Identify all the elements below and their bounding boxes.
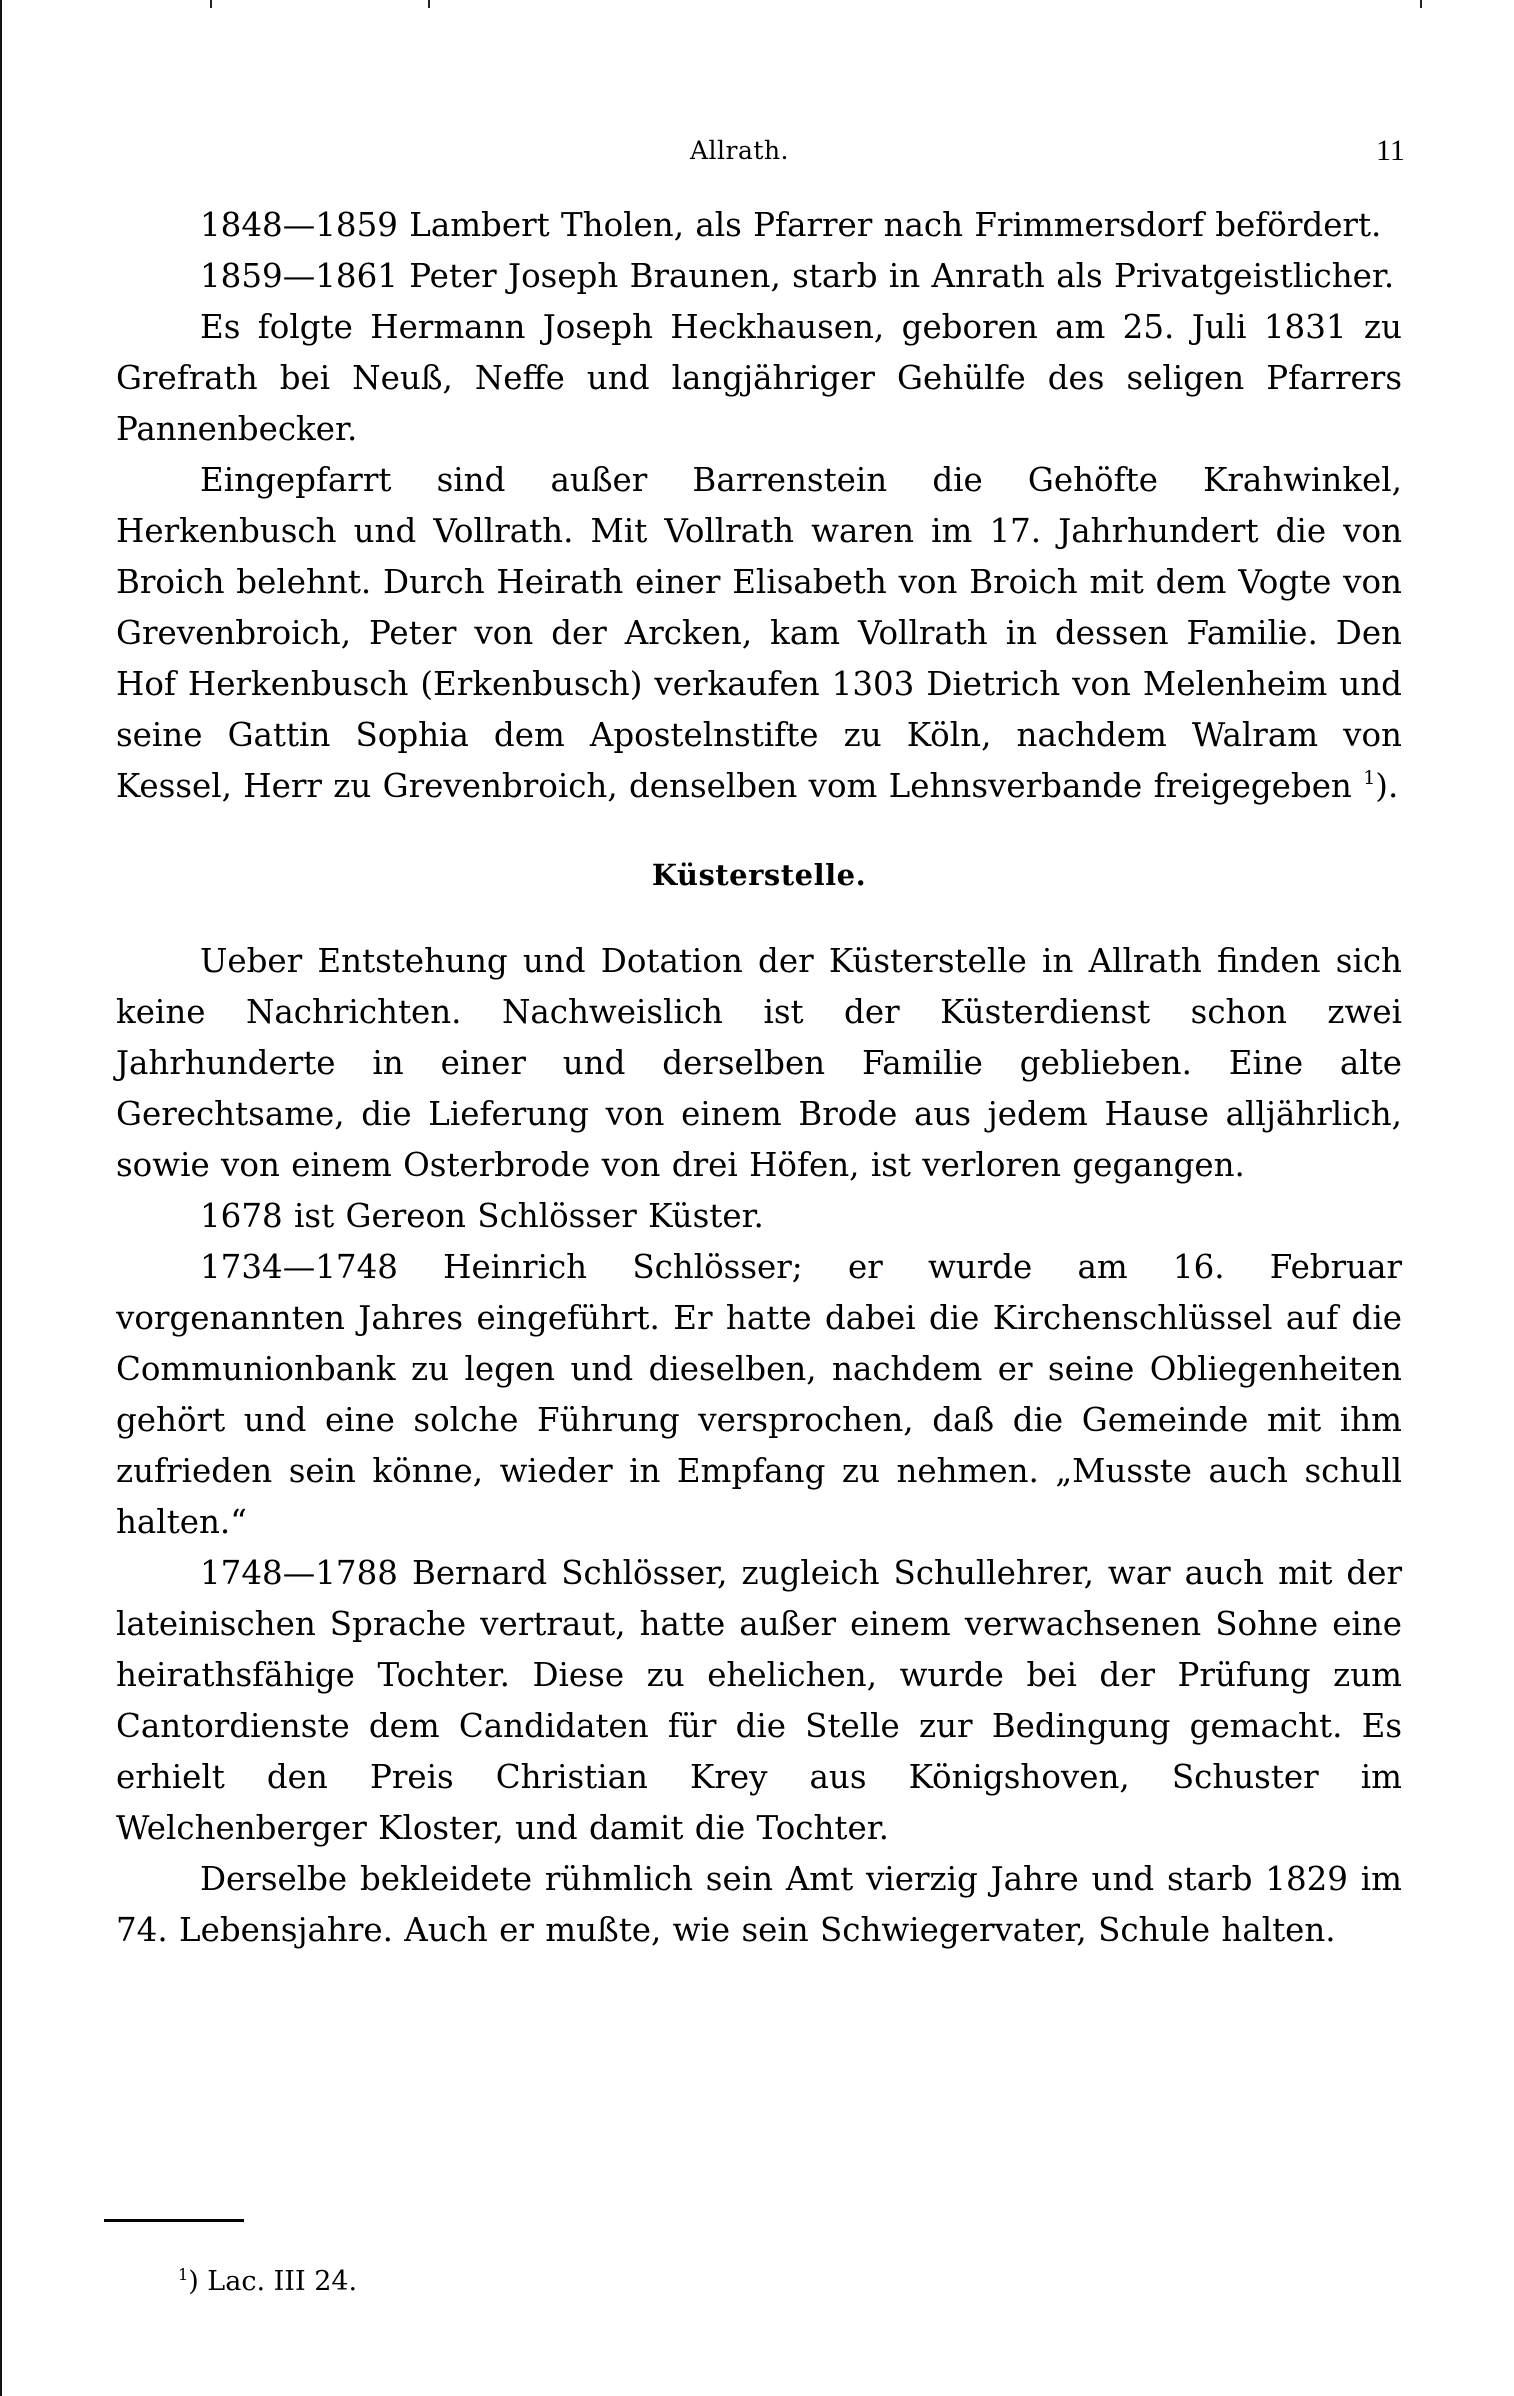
section-heading-kuesterstelle: Küsterstelle. xyxy=(651,858,867,892)
paragraph-heckhausen: Es folgte Hermann Joseph Heckhausen, geboren am 25. Juli 1831 zu Grefrath bei Neuß, Neffe und langjähriger Gehülfe des seligen Pfarrers Pannenbecker. xyxy=(116,308,1402,448)
paragraph-tholen: 1848—1859 Lambert Tholen, als Pfarrer nach Frimmersdorf befördert. xyxy=(200,206,1382,244)
paragraph-gereon: 1678 ist Gereon Schlösser Küster. xyxy=(200,1197,764,1235)
paragraph-derselbe: Derselbe bekleidete rühmlich sein Amt vierzig Jahre und starb 1829 im 74. Lebensjahre. Auch er mußte, wie sein Schwiegervater, Schule halten. xyxy=(116,1860,1402,1949)
scan-speck xyxy=(210,0,212,8)
scan-speck xyxy=(1420,0,1422,8)
paragraph-eingepfarrt-end: ). xyxy=(1375,767,1399,805)
paragraph-heinrich: 1734—1748 Heinrich Schlösser; er wurde am 16. Februar vorgenannten Jahres eingeführt. Er hatte dabei die Kirchenschlüssel auf die Communionbank zu legen und dieselben, nachdem er seine Obliegenheiten gehört und eine solche Führung versprochen, daß die Gemeinde mit ihm zufrieden sein könne, wieder in Empfang zu nehmen. „Musste auch schull halten.“ xyxy=(116,1248,1402,1541)
page-number: 11 xyxy=(1376,134,1405,167)
paragraph-braunen: 1859—1861 Peter Joseph Braunen, starb in Anrath als Privatgeistlicher. xyxy=(200,257,1395,295)
footnote-text: ) Lac. III 24. xyxy=(188,2266,358,2297)
page-body xyxy=(116,200,1402,1956)
paragraph-eingepfarrt xyxy=(116,455,1402,812)
paragraph-bernard: 1748—1788 Bernard Schlösser, zugleich Schullehrer, war auch mit der lateinischen Sprache vertraut, hatte außer einem verwachsenen Sohne eine heirathsfähige Tochter. Diese zu ehelichen, wurde bei der Prüfung zum Cantordienste dem Candidaten für die Stelle zur Bedingung gemacht. Es erhielt den Preis Christian Krey aus Königshoven, Schuster im Welchenberger Kloster, und damit die Tochter. xyxy=(116,1554,1402,1847)
paragraph-eingepfarrt-text: Eingepfarrt sind außer Barrenstein die Gehöfte Krahwinkel, Herkenbusch und Vollrath. Mit Vollrath waren im 17. Jahrhundert die von Broich belehnt. Durch Heirath einer Elisabeth von Broich mit dem Vogte von Grevenbroich, Peter von der Arcken, kam Vollrath in dessen Familie. Den Hof Herkenbusch (Erkenbusch) verkaufen 1303 Dietrich von Melenheim und seine Gattin Sophia dem Apostelnstifte zu Köln, nachdem Walram von Kessel, Herr zu Grevenbroich, denselben vom Lehnsverbande freigegeben xyxy=(116,461,1402,805)
page-header xyxy=(0,136,1514,176)
scan-speck xyxy=(428,0,430,8)
running-title: Allrath. xyxy=(690,136,789,165)
footnote-1 xyxy=(178,2266,357,2297)
footnote-divider xyxy=(104,2219,244,2222)
paragraph-entstehung: Ueber Entstehung und Dotation der Küsterstelle in Allrath finden sich keine Nachrichten. Nachweislich ist der Küsterdienst schon zwei Jahrhunderte in einer und derselben Familie geblieben. Eine alte Gerechtsame, die Lieferung von einem Brode aus jedem Hause alljährlich, sowie von einem Osterbrode von drei Höfen, ist verloren gegangen. xyxy=(116,942,1402,1184)
footnote-marker: 1 xyxy=(178,2265,189,2284)
footnote-reference[interactable]: 1 xyxy=(1363,767,1376,789)
scan-left-border xyxy=(0,0,2,2396)
